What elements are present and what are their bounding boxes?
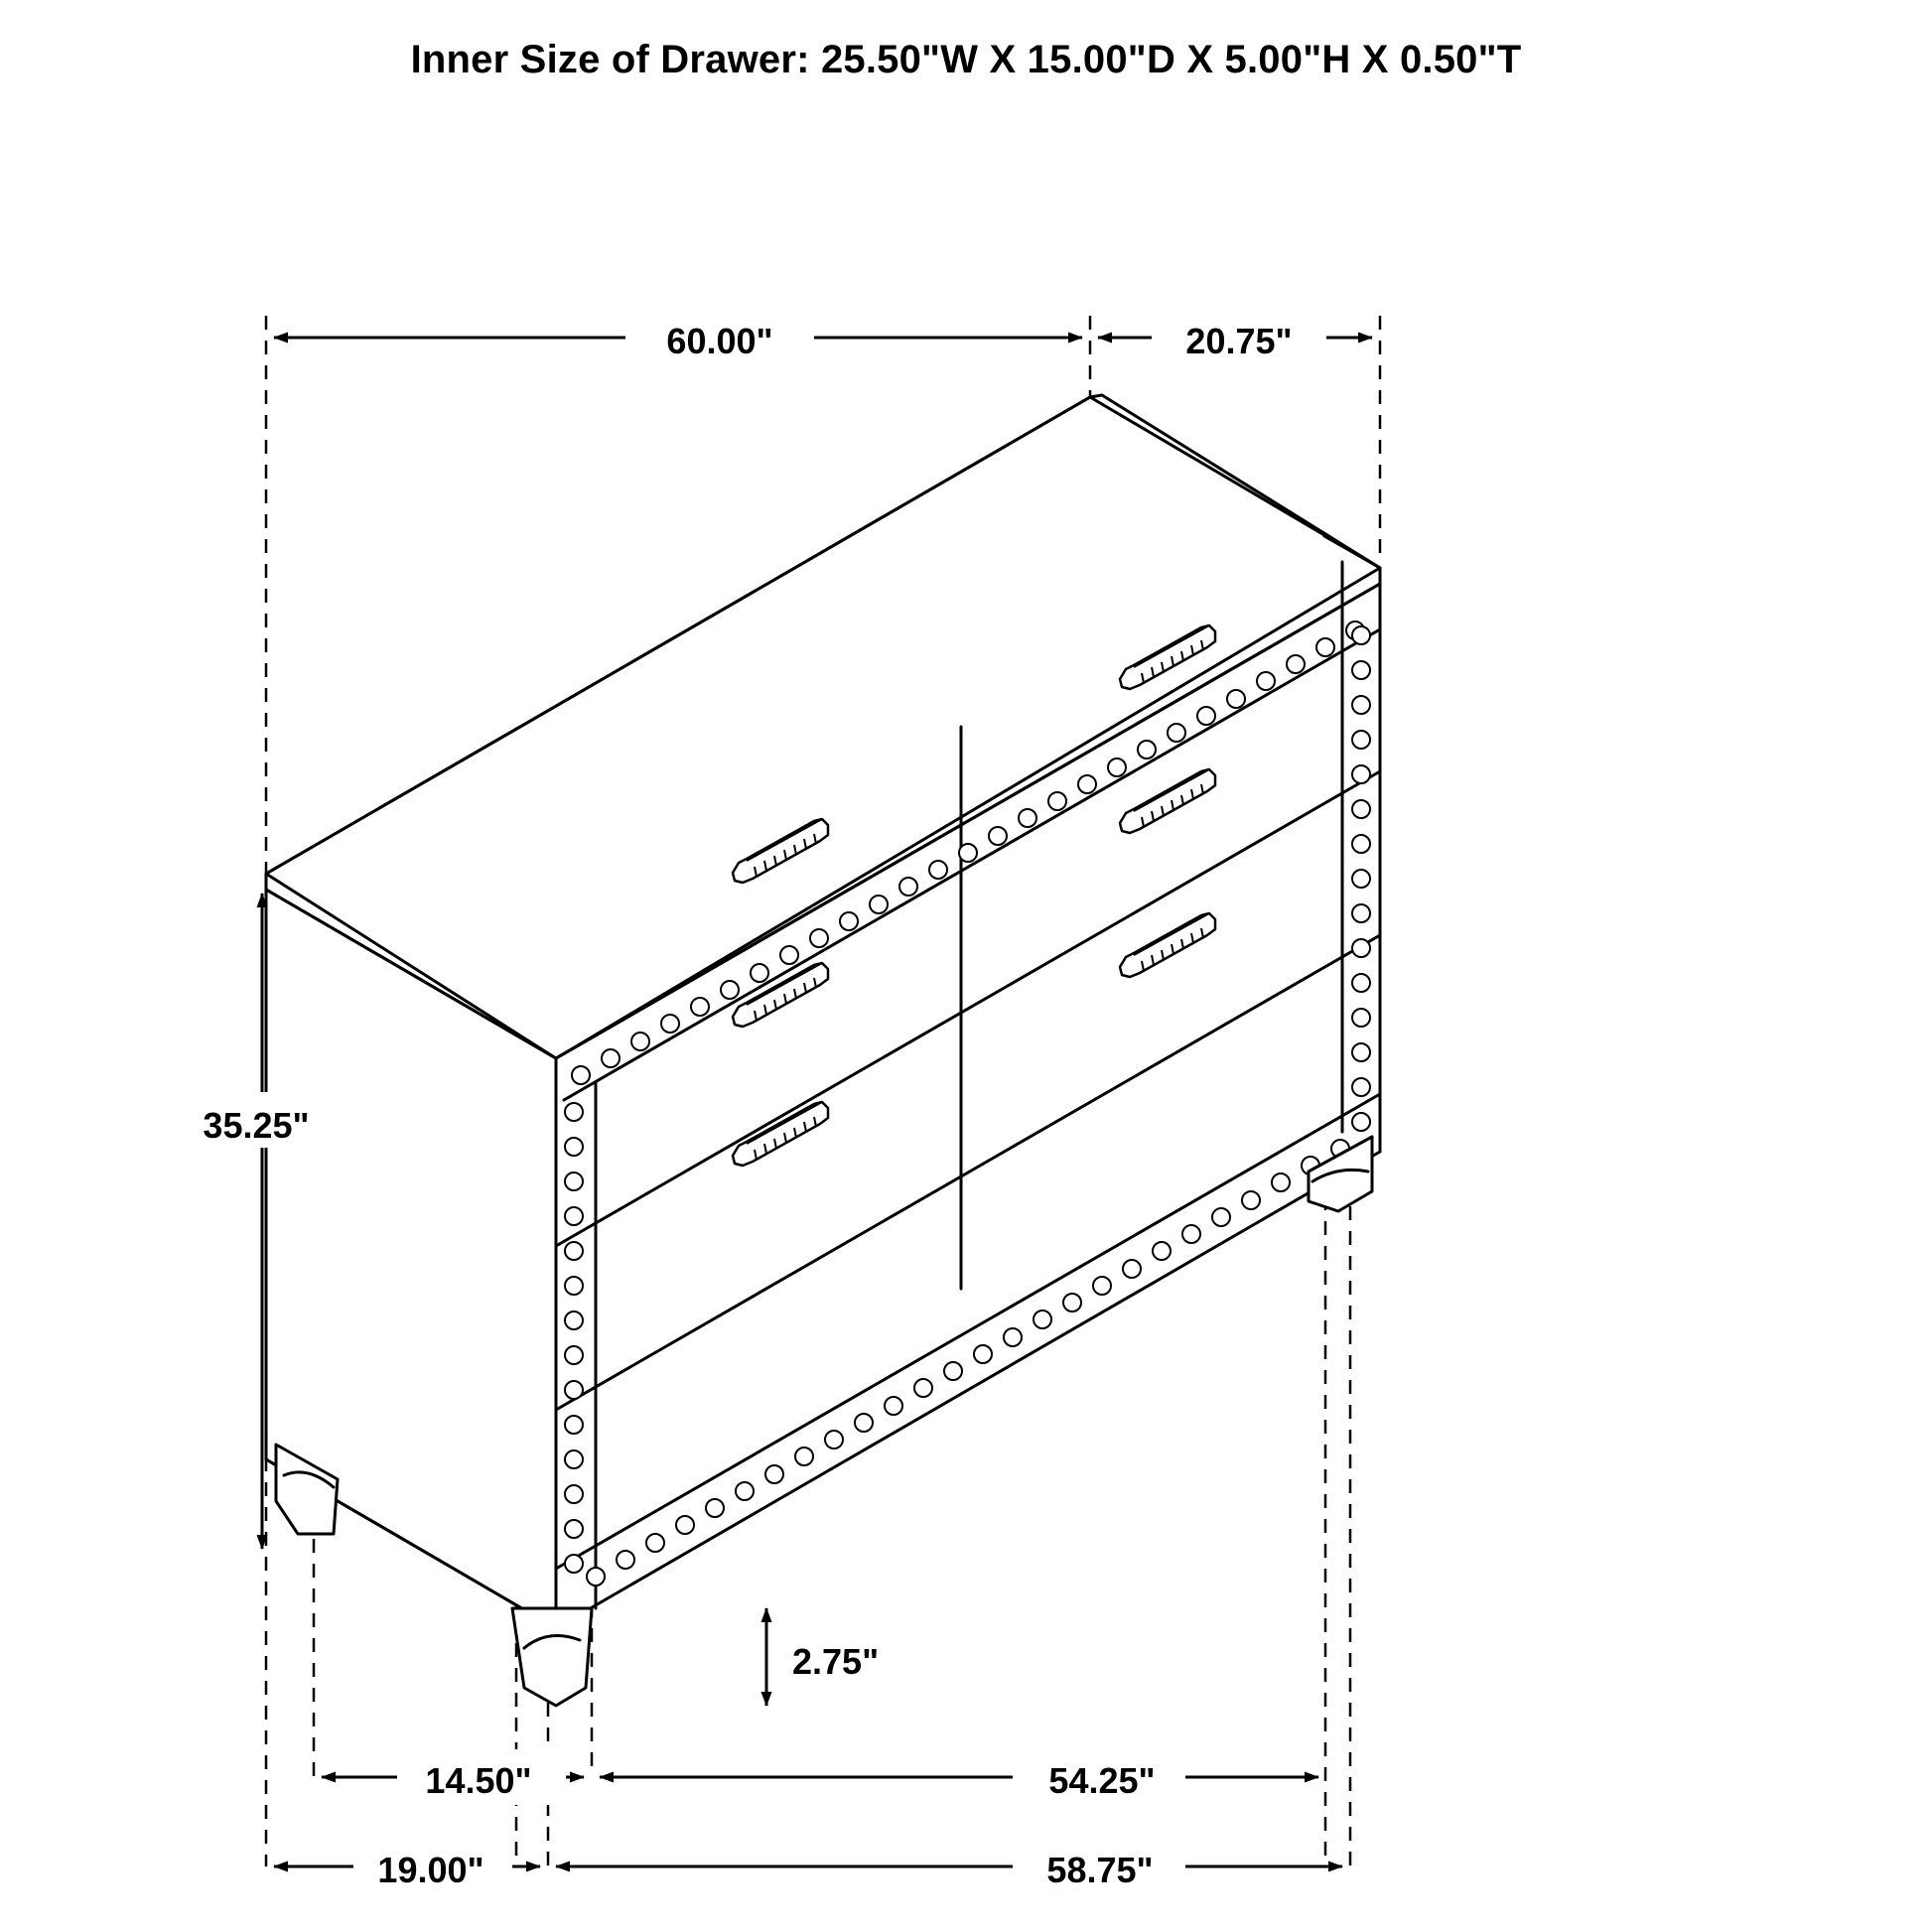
- dim-label-foot-inset: 14.50": [425, 1760, 532, 1801]
- dimension-side-depth: [274, 1839, 540, 1894]
- dim-label-front-outer: 58.75": [1046, 1850, 1154, 1890]
- dimension-front-outer: [556, 1839, 1342, 1894]
- dimension-front-inner: [600, 1749, 1318, 1805]
- dim-label-top-width: 60.00": [666, 321, 773, 361]
- page-title: Inner Size of Drawer: 25.50"W X 15.00"D X 5.00"H X 0.50"T: [410, 38, 1522, 81]
- nailhead-trim-right-stile: [1352, 626, 1370, 1131]
- dim-label-leg-height: 2.75": [792, 1641, 880, 1682]
- dimension-top-width: [274, 310, 1082, 365]
- dimension-leg-height: [766, 1608, 879, 1706]
- dim-label-top-depth: 20.75": [1185, 321, 1293, 361]
- dresser-body: [266, 395, 1380, 1706]
- dim-label-overall-height: 35.25": [203, 1105, 310, 1146]
- dimension-foot-inset: [322, 1749, 584, 1805]
- dim-label-front-inner: 54.25": [1048, 1760, 1156, 1801]
- dimension-top-depth: [1098, 310, 1372, 365]
- leg-front-left: [512, 1608, 592, 1706]
- dim-label-side-depth: 19.00": [377, 1850, 484, 1890]
